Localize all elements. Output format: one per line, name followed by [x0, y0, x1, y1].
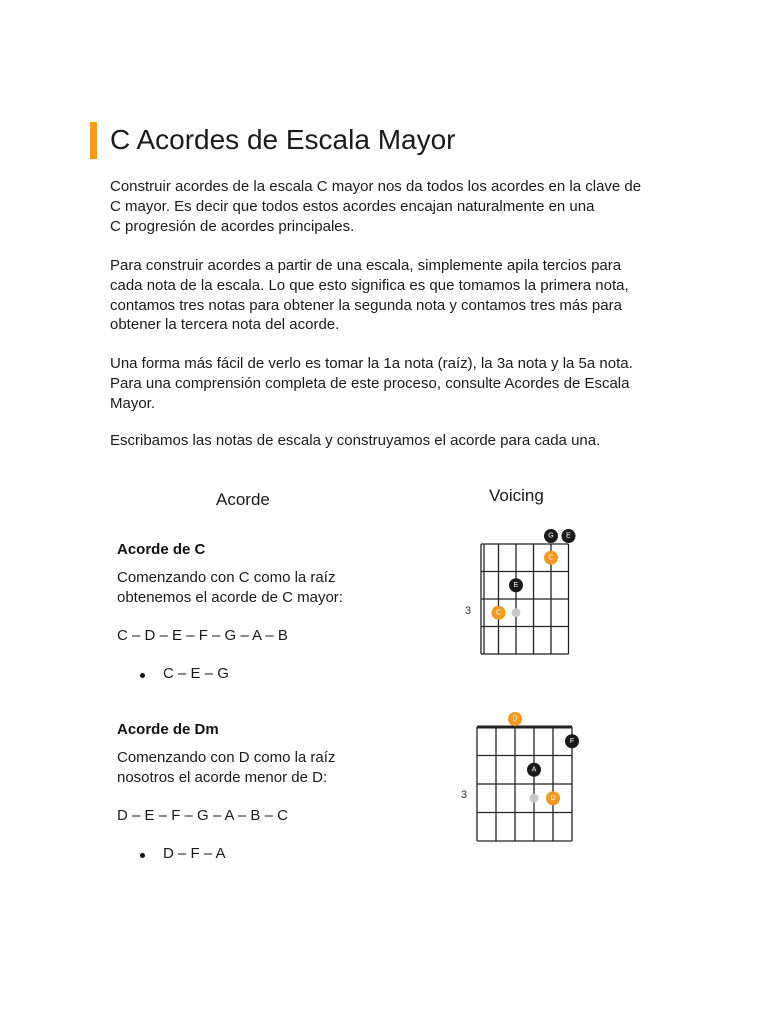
chord-scale: D – E – F – G – A – B – C: [117, 807, 288, 824]
fret-number-label: 3: [461, 789, 468, 801]
muted-dot: [512, 608, 521, 617]
muted-dot: [530, 794, 539, 803]
note-label: F: [569, 737, 575, 745]
paragraph-line: Para construir acordes a partir de una escala, simplemente apila tercios para: [110, 257, 622, 274]
note-label: G: [548, 532, 554, 540]
note-label: D: [550, 794, 556, 802]
chord-title: Acorde de Dm: [117, 721, 219, 738]
description-line: Comenzando con D como la raíz: [117, 749, 336, 766]
chord-diagram-c: [465, 529, 576, 654]
description-line: obtenemos el acorde de C mayor:: [117, 589, 343, 606]
note-label: E: [513, 581, 519, 589]
paragraph-line: contamos tres notas para obtener la segunda nota y contamos tres más para: [110, 296, 622, 314]
chord-scale: C – D – E – F – G – A – B: [117, 627, 288, 644]
column-header-voicing: Voicing: [489, 486, 544, 505]
note-label: C: [548, 554, 554, 562]
chord-diagram-dm: [461, 712, 579, 841]
paragraph-line: C mayor. Es decir que todos estos acordes encajan naturalmente en una: [110, 197, 595, 215]
chord-notes: D – F – A: [117, 844, 437, 864]
note-label: D: [512, 715, 518, 723]
paragraph-line: Una forma más fácil de verlo es tomar la 1a nota (raíz), la 3a nota y la 5a nota.: [110, 355, 633, 372]
chord-notes: C – E – G: [117, 664, 437, 684]
note-label: C: [495, 609, 502, 617]
note-label: A: [531, 766, 537, 774]
chord-title: Acorde de C: [117, 541, 206, 558]
paragraph-line: Construir acordes de la escala C mayor nos da todos los acordes en la clave de: [110, 178, 642, 195]
page-title: C Acordes de Escala Mayor: [110, 124, 456, 155]
paragraph-line: obtener la tercera nota del acorde.: [110, 316, 340, 334]
column-header-acorde: Acorde: [216, 490, 270, 509]
intro-paragraph-4: Escribamos las notas de escala y construyamos el acorde para cada una.: [110, 432, 601, 449]
paragraph-line: cada nota de la escala. Lo que esto significa es que tomamos la primera nota,: [110, 276, 629, 294]
description-line: nosotros el acorde menor de D:: [117, 769, 328, 786]
note-label: E: [566, 532, 571, 540]
fret-number-label: 3: [465, 605, 472, 617]
description-line: Comenzando con C como la raíz: [117, 569, 336, 586]
paragraph-line: C progresión de acordes principales.: [110, 217, 355, 235]
paragraph-line: Para una comprensión completa de este proceso, consulte Acordes de Escala: [110, 374, 630, 392]
paragraph-line: Mayor.: [110, 394, 156, 412]
